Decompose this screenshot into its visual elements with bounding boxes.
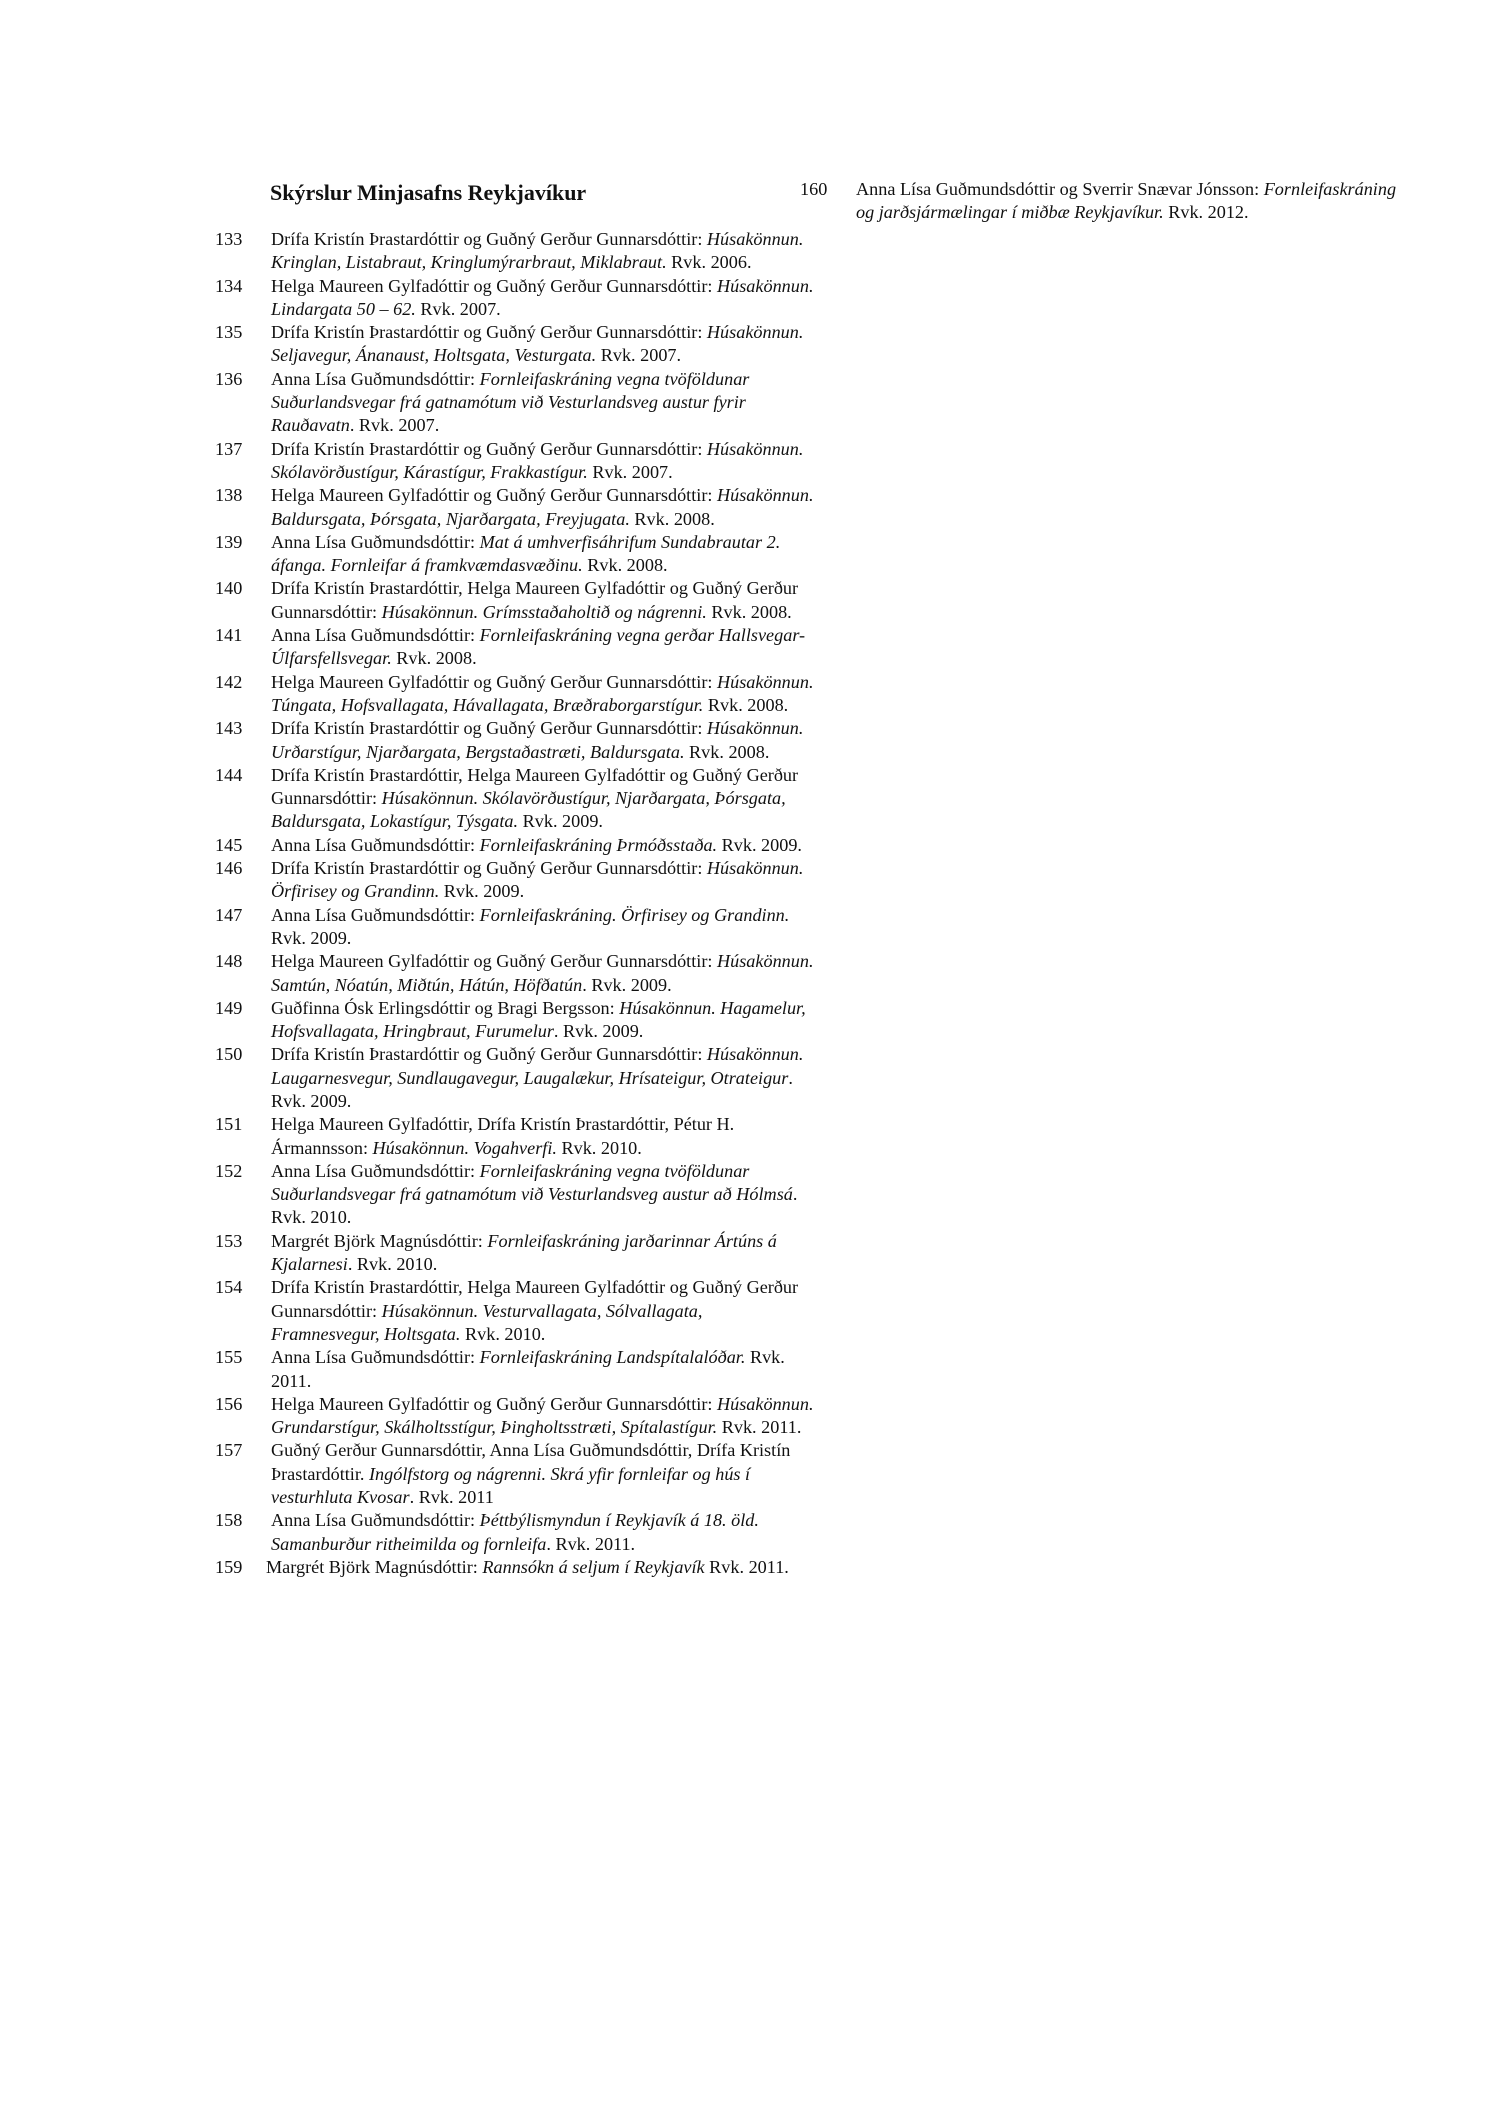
report-place-year: Rvk. 2008.: [707, 694, 789, 715]
report-authors: Drífa Kristín Þrastardóttir og Guðný Gerður Gunnarsdóttir:: [271, 1044, 703, 1065]
report-entry: [215, 904, 815, 951]
report-number: 154: [215, 1277, 243, 1298]
report-entry: [215, 997, 815, 1044]
report-place-year: Rvk. 2011.: [721, 1417, 802, 1438]
report-place-year: . Rvk. 2009.: [271, 1067, 793, 1111]
report-number: 143: [215, 718, 243, 739]
report-number: 135: [215, 322, 243, 343]
report-authors: Anna Lísa Guðmundsdóttir og Sverrir Snævar Jónsson:: [856, 179, 1260, 199]
report-place-year: Rvk. 2008.: [634, 508, 715, 529]
report-authors: Helga Maureen Gylfadóttir og Guðný Gerður Gunnarsdóttir:: [271, 275, 713, 296]
report-entry: [215, 1439, 815, 1509]
report-place-year: Rvk. 2011.: [271, 1347, 785, 1391]
report-place-year: . Rvk. 2009.: [553, 1021, 644, 1042]
report-number: 148: [215, 951, 243, 972]
report-place-year: Rvk. 2007.: [592, 461, 673, 482]
report-authors: Drífa Kristín Þrastardóttir og Guðný Gerður Gunnarsdóttir:: [271, 322, 703, 343]
report-authors: Drífa Kristín Þrastardóttir, Helga Maureen Gylfadóttir og Guðný Gerður Gunnarsdóttir:: [271, 764, 799, 809]
report-title: Húsakönnun. Urðarstígur, Njarðargata, Bergstaðastræti, Baldursgata.: [271, 718, 804, 762]
report-number: 151: [215, 1114, 243, 1135]
report-title: Mat á umhverfisáhrifum Sundabrautar 2. áfanga. Fornleifar á framkvæmdasvæðinu.: [271, 531, 781, 576]
report-number: 144: [215, 764, 243, 785]
report-number: 159: [215, 1556, 243, 1577]
report-authors: Drífa Kristín Þrastardóttir og Guðný Gerður Gunnarsdóttir:: [271, 718, 703, 739]
report-entry: [215, 1043, 815, 1113]
report-title: Húsakönnun. Samtún, Nóatún, Miðtún, Hátún, Höfðatún: [271, 951, 814, 995]
report-authors: Anna Lísa Guðmundsdóttir:: [271, 1160, 476, 1181]
report-title: Fornleifaskráning og jarðsjármælingar í miðbæ Reykjavíkur.: [856, 179, 1397, 223]
report-authors: Guðfinna Ósk Erlingsdóttir og Bragi Bergsson:: [271, 997, 615, 1018]
report-entry: [215, 671, 815, 718]
report-entry: [215, 275, 815, 322]
report-authors: Helga Maureen Gylfadóttir og Guðný Gerður Gunnarsdóttir:: [271, 671, 713, 692]
report-authors: Drífa Kristín Þrastardóttir og Guðný Gerður Gunnarsdóttir:: [271, 858, 703, 879]
report-number: 150: [215, 1044, 243, 1065]
report-number: 145: [215, 834, 243, 855]
report-title: Rannsókn á seljum í Reykjavík: [482, 1556, 705, 1577]
report-number: 134: [215, 275, 243, 296]
report-place-year: Rvk. 2011.: [709, 1556, 789, 1577]
report-entry: [215, 717, 815, 764]
report-entry: [215, 1346, 815, 1393]
report-authors: Anna Lísa Guðmundsdóttir:: [271, 531, 476, 552]
report-number: 146: [215, 858, 243, 879]
report-place-year: Rvk. 2008.: [689, 741, 770, 762]
report-number: 153: [215, 1230, 243, 1251]
report-number: 155: [215, 1347, 243, 1368]
report-title: Fornleifaskráning vegna gerðar Hallsvegar-Úlfarsfellsvegar.: [271, 625, 806, 669]
report-authors: Margrét Björk Magnúsdóttir:: [271, 1230, 483, 1251]
report-title: Fornleifaskráning Landspítalalóðar.: [479, 1347, 746, 1368]
report-title: Þéttbýlismyndun í Reykjavík á 18. öld. Samanburður ritheimilda og fornleifa: [271, 1510, 759, 1554]
report-number: 136: [215, 368, 243, 389]
report-entry: [215, 1230, 815, 1277]
report-authors: Helga Maureen Gylfadóttir, Drífa Kristín Þrastardóttir, Pétur H. Ármannsson:: [271, 1114, 735, 1158]
report-title: Húsakönnun. Skólavörðustígur, Kárastígur, Frakkastígur.: [271, 438, 804, 482]
report-place-year: . Rvk. 2009.: [582, 974, 672, 995]
report-authors: Anna Lísa Guðmundsdóttir:: [271, 904, 476, 925]
report-list-right: [800, 178, 1400, 225]
report-title: Fornleifaskráning Þrmóðsstaða.: [479, 834, 718, 855]
report-authors: Anna Lísa Guðmundsdóttir:: [271, 834, 476, 855]
report-authors: Anna Lísa Guðmundsdóttir:: [271, 1510, 476, 1531]
report-title: Húsakönnun. Seljavegur, Ánanaust, Holtsgata, Vesturgata.: [271, 322, 804, 366]
report-authors: Helga Maureen Gylfadóttir og Guðný Gerður Gunnarsdóttir:: [271, 485, 713, 506]
report-number: 141: [215, 625, 243, 646]
report-entry: [215, 438, 815, 485]
report-number: 140: [215, 578, 243, 599]
report-place-year: . Rvk. 2007.: [349, 415, 440, 436]
report-place-year: Rvk. 2010.: [561, 1137, 642, 1158]
report-authors: Guðný Gerður Gunnarsdóttir, Anna Lísa Guðmundsdóttir, Drífa Kristín Þrastardóttir.: [271, 1440, 791, 1484]
report-title: Húsakönnun. Örfirisey og Grandinn.: [271, 858, 804, 902]
report-number: 152: [215, 1160, 243, 1181]
report-place-year: Rvk. 2009.: [271, 927, 352, 948]
report-number: 157: [215, 1440, 243, 1461]
page-heading: Skýrslur Minjasafns Reykjavíkur: [270, 180, 587, 205]
report-place-year: Rvk. 2008.: [587, 555, 668, 576]
report-entry: [215, 857, 815, 904]
report-entry: [215, 834, 815, 857]
report-place-year: Rvk. 2009.: [721, 834, 802, 855]
report-place-year: . Rvk. 2011.: [546, 1533, 636, 1554]
report-entry: [215, 1556, 815, 1579]
report-entry: [215, 228, 815, 275]
report-place-year: . Rvk. 2010.: [347, 1254, 438, 1275]
report-entry: [215, 764, 815, 834]
report-title: Ingólfstorg og nágrenni. Skrá yfir fornleifar og hús í vesturhluta Kvosar: [271, 1463, 751, 1508]
report-title: Húsakönnun. Laugarnesvegur, Sundlaugavegur, Laugalækur, Hrísateigur, Otrateigur: [271, 1044, 804, 1088]
report-place-year: Rvk. 2010.: [465, 1323, 546, 1344]
report-entry: [215, 321, 815, 368]
report-number: 133: [215, 229, 243, 249]
report-place-year: Rvk. 2007.: [420, 298, 501, 319]
report-title: Húsakönnun. Skólavörðustígur, Njarðargata, Þórsgata, Baldursgata, Lokastígur, Týsgata.: [271, 788, 786, 832]
report-entry: [215, 531, 815, 578]
report-authors: Drífa Kristín Þrastardóttir og Guðný Gerður Gunnarsdóttir:: [271, 438, 703, 459]
report-title: Húsakönnun. Hagamelur, Hofsvallagata, Hringbraut, Furumelur: [271, 997, 806, 1042]
report-place-year: Rvk. 2008.: [711, 601, 792, 622]
report-entry: [215, 624, 815, 671]
report-number: 147: [215, 904, 243, 925]
report-authors: Helga Maureen Gylfadóttir og Guðný Gerður Gunnarsdóttir:: [271, 1393, 713, 1414]
report-place-year: Rvk. 2009.: [443, 881, 525, 902]
report-entry: [215, 577, 815, 624]
report-place-year: . Rvk. 2011: [409, 1487, 494, 1508]
report-number: 160: [800, 179, 828, 199]
report-authors: Anna Lísa Guðmundsdóttir:: [271, 1347, 476, 1368]
report-authors: Drífa Kristín Þrastardóttir, Helga Maureen Gylfadóttir og Guðný Gerður Gunnarsdóttir:: [271, 578, 799, 622]
report-title: Fornleifaskráning vegna tvöföldunar Suðurlandsvegar frá gatnamótum við Vesturlandsveg austur að Hólmsá: [271, 1160, 793, 1205]
report-place-year: Rvk. 2012.: [1168, 202, 1249, 223]
report-number: 139: [215, 531, 243, 552]
report-list-left: [215, 228, 815, 1579]
report-title: Húsakönnun. Lindargata 50 – 62.: [271, 275, 814, 319]
report-authors: Drífa Kristín Þrastardóttir, Helga Maureen Gylfadóttir og Guðný Gerður Gunnarsdóttir:: [271, 1277, 799, 1321]
report-authors: Drífa Kristín Þrastardóttir og Guðný Gerður Gunnarsdóttir:: [271, 229, 703, 249]
report-title: Húsakönnun. Grímsstaðaholtið og nágrenni.: [381, 601, 707, 622]
report-title: Húsakönnun. Kringlan, Listabraut, Kringlumýrarbraut, Miklabraut.: [271, 229, 804, 273]
report-title: Húsakönnun. Baldursgata, Þórsgata, Njarðargata, Freyjugata.: [271, 485, 814, 529]
report-title: Húsakönnun. Vogahverfi.: [372, 1137, 557, 1158]
report-number: 156: [215, 1393, 243, 1414]
report-authors: Anna Lísa Guðmundsdóttir:: [271, 625, 476, 646]
report-entry: [215, 1393, 815, 1440]
report-authors: Helga Maureen Gylfadóttir og Guðný Gerður Gunnarsdóttir:: [271, 951, 713, 972]
report-entry: [215, 1509, 815, 1556]
report-entry: [215, 484, 815, 531]
report-title: Fornleifaskráning vegna tvöföldunar Suðurlandsvegar frá gatnamótum við Vesturlandsveg austur fyrir Rauðavatn: [271, 368, 750, 436]
report-entry: [215, 1160, 815, 1230]
report-entry: [800, 178, 1400, 225]
report-entry: [215, 1113, 815, 1160]
report-title: Fornleifaskráning jarðarinnar Ártúns á Kjalarnesi: [271, 1230, 777, 1275]
report-entry: [215, 1276, 815, 1346]
report-title: Fornleifaskráning. Örfirisey og Grandinn.: [479, 904, 790, 925]
report-place-year: Rvk. 2008.: [396, 648, 477, 669]
report-authors: Anna Lísa Guðmundsdóttir:: [271, 368, 476, 389]
report-entry: [215, 368, 815, 438]
report-authors: Margrét Björk Magnúsdóttir:: [266, 1556, 478, 1577]
report-place-year: Rvk. 2007.: [600, 345, 682, 366]
report-title: Húsakönnun. Grundarstígur, Skálholtsstígur, Þingholtsstræti, Spítalastígur.: [271, 1393, 814, 1438]
report-place-year: Rvk. 2006.: [671, 252, 752, 273]
report-place-year: . Rvk. 2010.: [271, 1184, 798, 1228]
report-title: Húsakönnun. Vesturvallagata, Sólvallagata, Framnesvegur, Holtsgata.: [271, 1300, 703, 1344]
report-number: 137: [215, 438, 243, 459]
report-title: Húsakönnun. Túngata, Hofsvallagata, Hávallagata, Bræðraborgarstígur.: [271, 671, 814, 715]
report-place-year: Rvk. 2009.: [522, 811, 603, 832]
report-number: 142: [215, 671, 243, 692]
report-number: 138: [215, 485, 243, 506]
report-number: 149: [215, 997, 243, 1018]
report-number: 158: [215, 1510, 243, 1531]
report-entry: [215, 950, 815, 997]
